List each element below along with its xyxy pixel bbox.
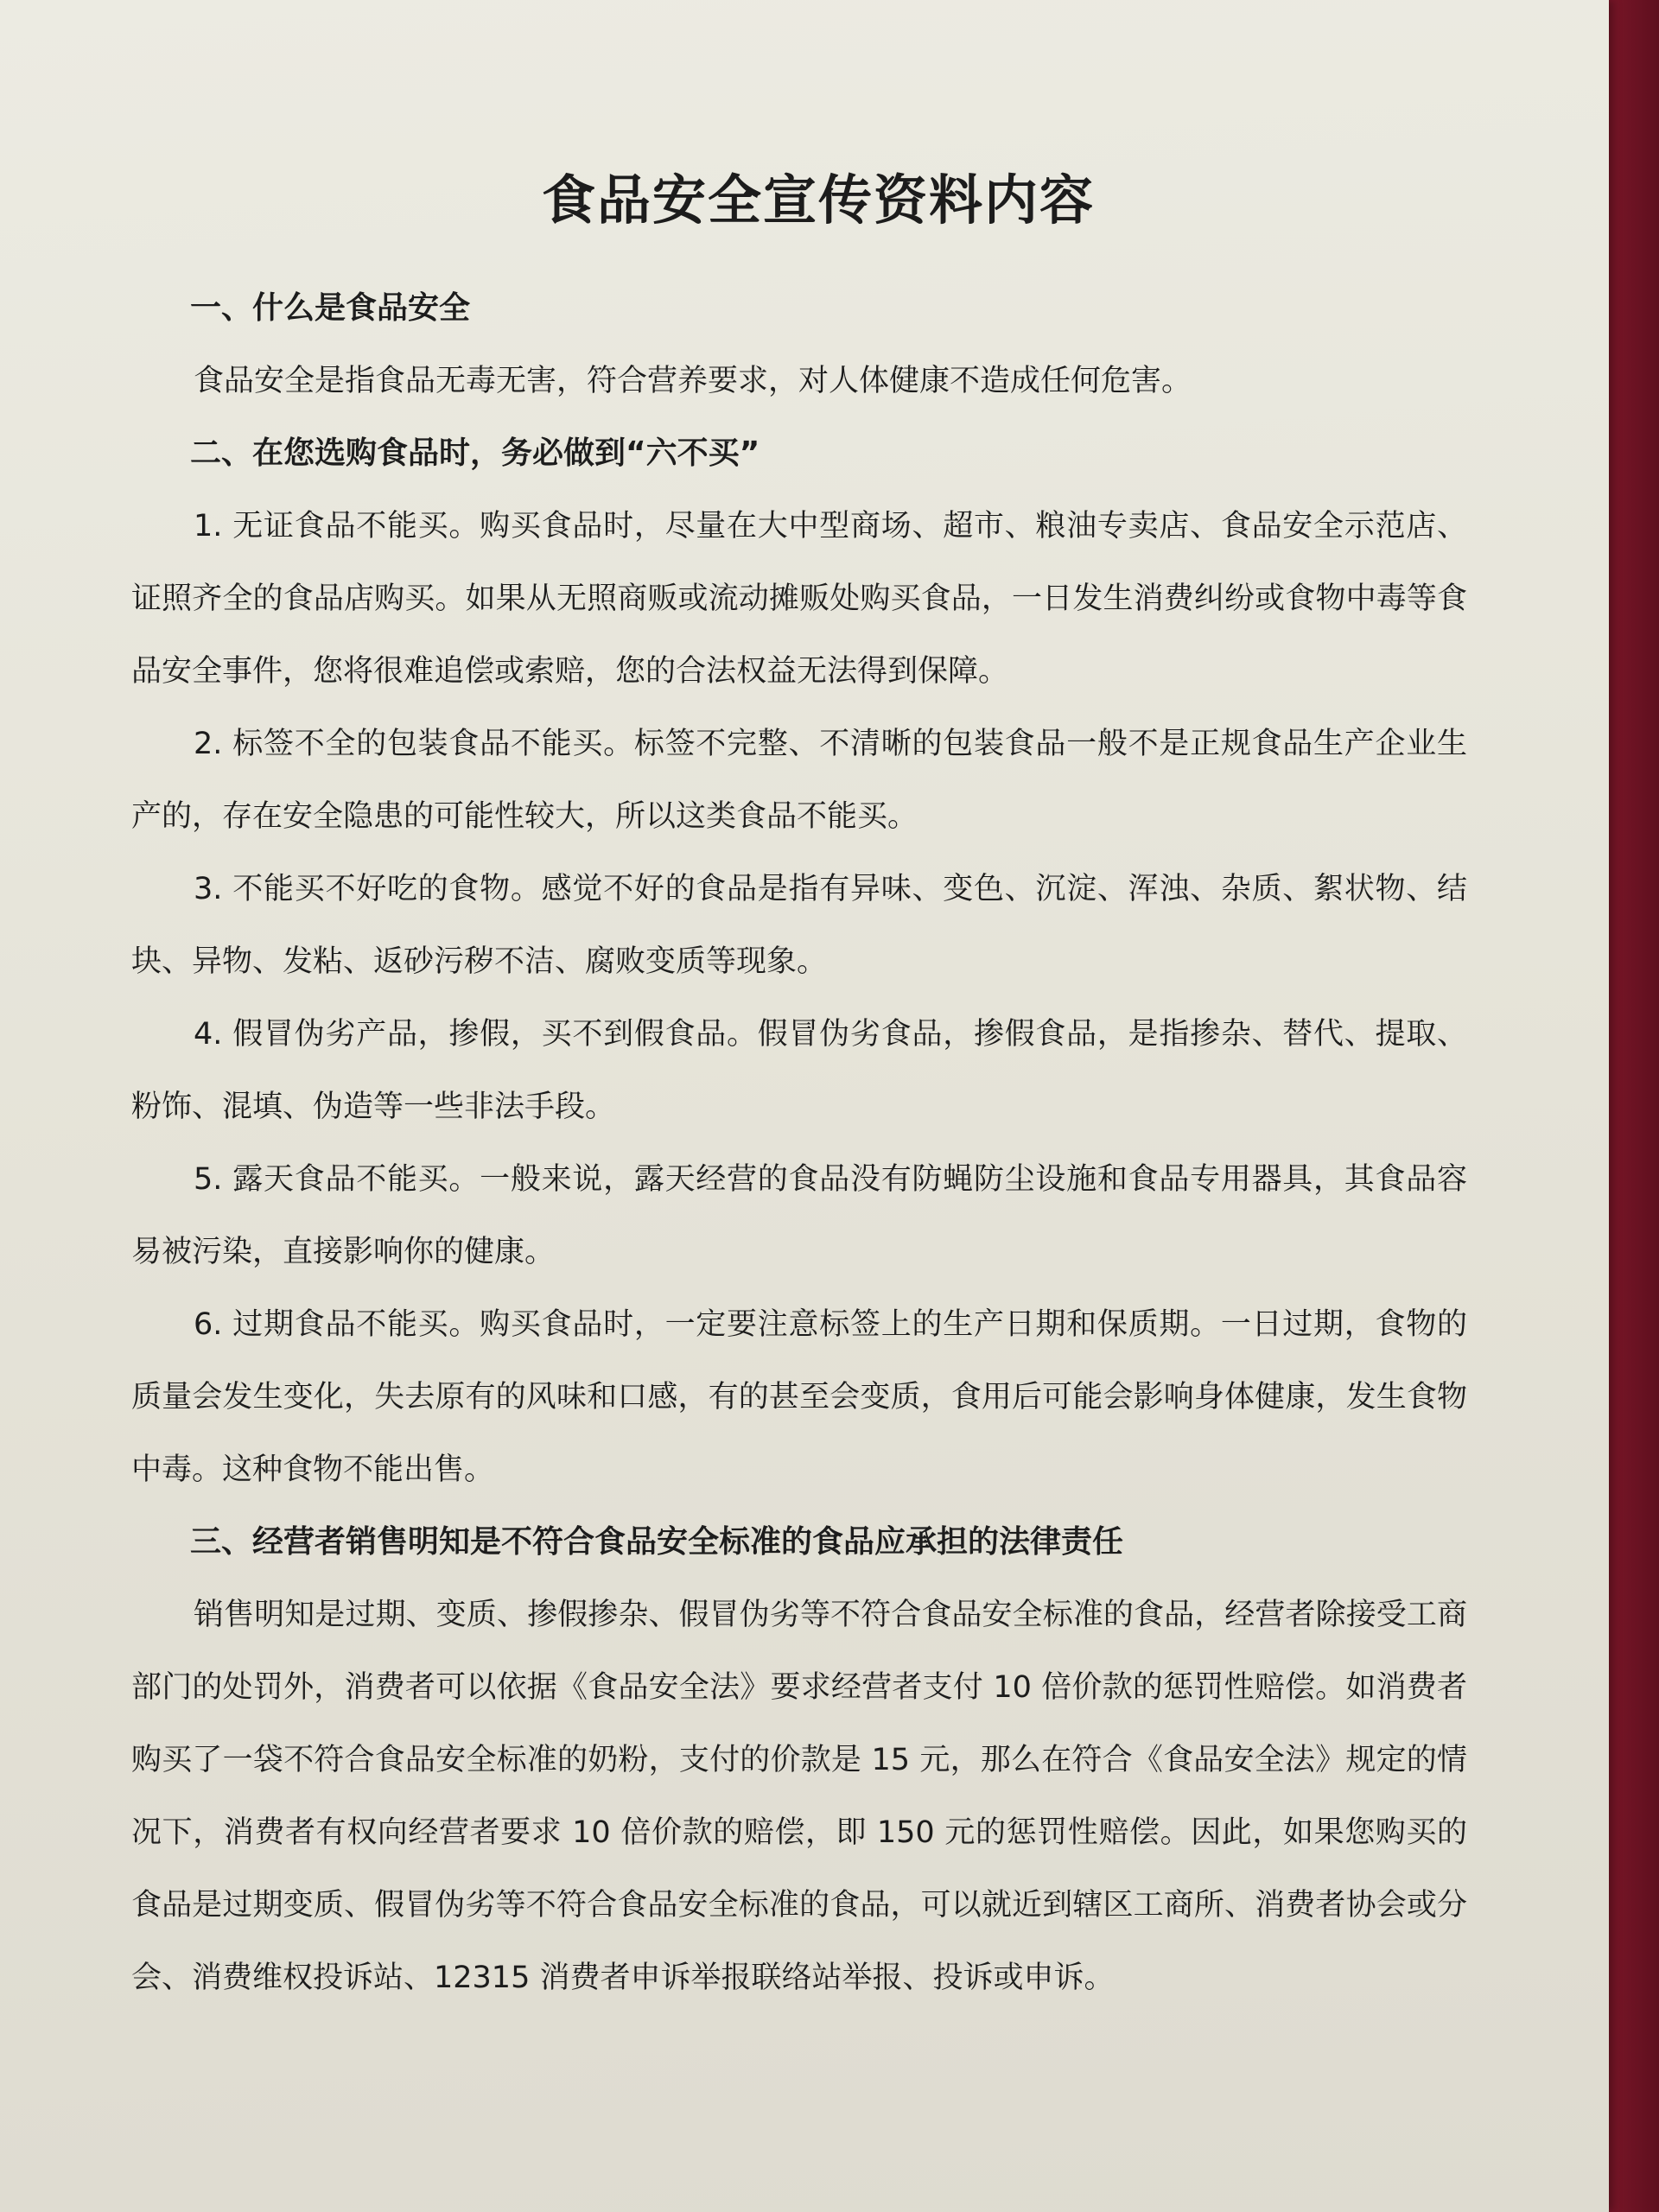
list-item-2: 2. 标签不全的包装食品不能买。标签不完整、不清晰的包装食品一般不是正规食品生产企业生产的，存在安全隐患的可能性较大，所以这类食品不能买。: [131, 726, 1467, 834]
section-heading-1: 一、什么是食品安全: [190, 289, 471, 326]
list-item-1: 1. 无证食品不能买。购买食品时，尽量在大中型商场、超市、粮油专卖店、食品安全示范店、证照齐全的食品店购买。如果从无照商贩或流动摊贩处购买食品，一日发生消费纠纷或食物中毒等食品安全事件，您将很难追偿或索赔，您的合法权益无法得到保障。: [131, 508, 1467, 689]
list-item-5: 5. 露天食品不能买。一般来说，露天经营的食品没有防蝇防尘设施和食品专用器具，其食品容易被污染，直接影响你的健康。: [131, 1161, 1467, 1269]
list-item-3: 3. 不能买不好吃的食物。感觉不好的食品是指有异味、变色、沉淀、浑浊、杂质、絮状物、结块、异物、发粘、返砂污秽不洁、腐败变质等现象。: [131, 871, 1467, 979]
list-item-6: 6. 过期食品不能买。购买食品时，一定要注意标签上的生产日期和保质期。一日过期，食物的质量会发生变化，失去原有的风味和口感，有的甚至会变质，食用后可能会影响身体健康，发生食物中毒。这种食物不能出售。: [131, 1306, 1467, 1487]
section-heading-3: 三、经营者销售明知是不符合食品安全标准的食品应承担的法律责任: [190, 1523, 1124, 1560]
section-1-text: 食品安全是指食品无毒无害，符合营养要求，对人体健康不造成任何危害。: [194, 363, 1192, 398]
list-item-4: 4. 假冒伪劣产品，掺假，买不到假食品。假冒伪劣食品，掺假食品，是指掺杂、替代、提取、粉饰、混填、伪造等一些非法手段。: [131, 1016, 1467, 1124]
document-title: 食品安全宣传资料内容: [541, 168, 1095, 232]
section-heading-2: 二、在您选购食品时，务必做到“六不买”: [190, 435, 760, 471]
background-cloth: [1607, 0, 1659, 2212]
section-3-text: 销售明知是过期、变质、掺假掺杂、假冒伪劣等不符合食品安全标准的食品，经营者除接受工商部门的处罚外，消费者可以依据《食品安全法》要求经营者支付 10 倍价款的惩罚性赔偿。如消费者购买了一袋不符合食品安全标准的奶粉，支付的价款是 15 元，那么在符合《食品安全法》规定的情况下，消费者有权向经营者要求 10 倍价款的赔偿，即 150 元的惩罚性赔偿。因此，如果您购买的食品是过期变质、假冒伪劣等不符合食品安全标准的食品，可以就近到辖区工商所、消费者协会或分会、消费维权投诉站、12315 消费者申诉举报联络站举报、投诉或申诉。: [131, 1597, 1467, 1995]
document-body: [131, 166, 1467, 2014]
